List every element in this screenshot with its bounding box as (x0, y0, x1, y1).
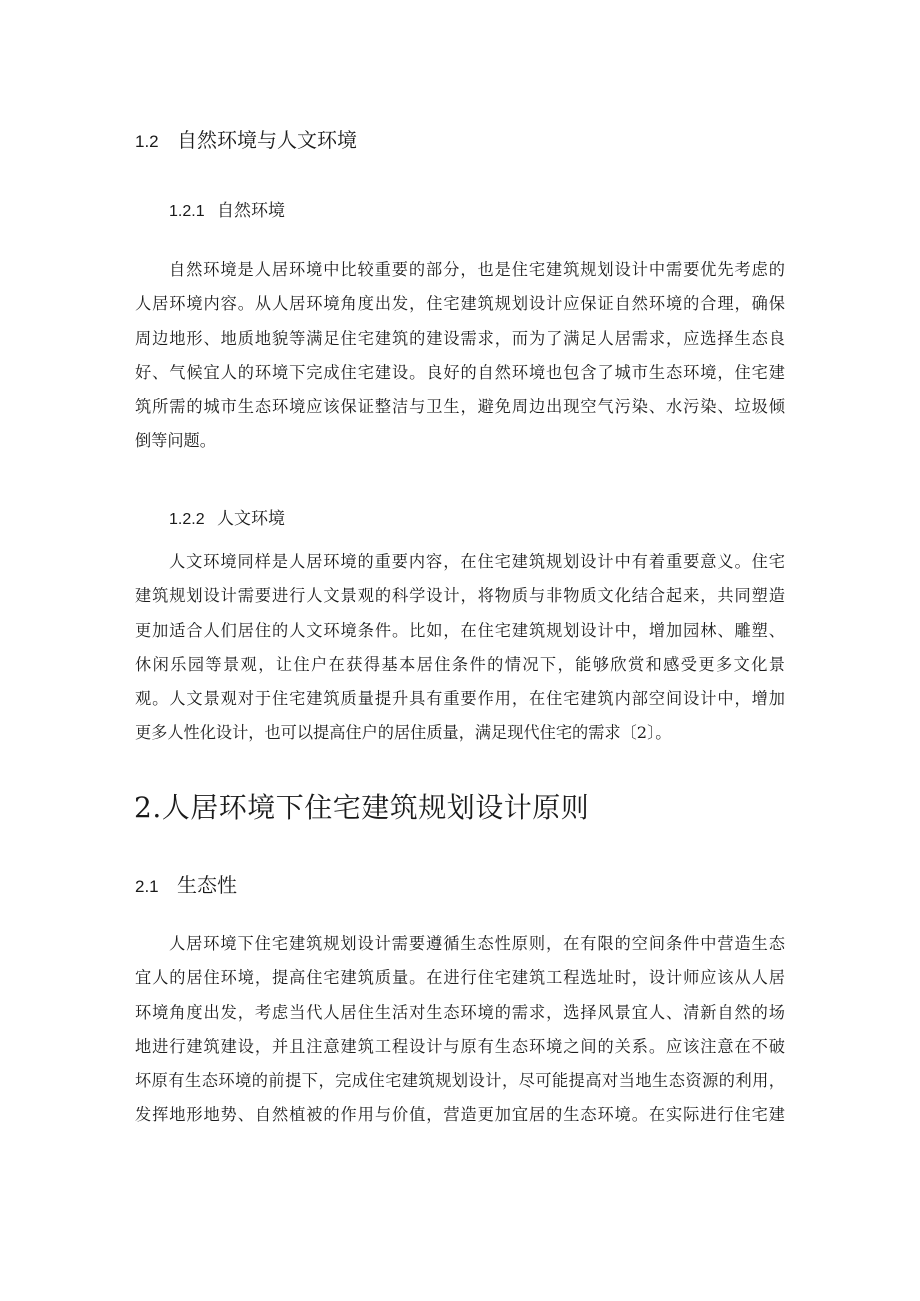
section-title: 生态性 (177, 873, 237, 897)
paragraph-line: 自然环境是人居环境中比较重要的部分，也是住宅建筑规划设计中需要优先考虑的 (169, 260, 785, 279)
paragraph-line: 环境角度出发，考虑当代人居住生活对生态环境的需求，选择风景宜人、清新自然的场 (135, 1002, 785, 1022)
paragraph-line: 休闲乐园等景观，让住户在获得基本居住条件的情况下，能够欣赏和感受更多文化景 (135, 654, 785, 674)
chapter-number: 2. (134, 791, 162, 824)
paragraph-cultural-environment (135, 545, 785, 751)
section-heading-1-2-2 (169, 504, 285, 529)
paragraph-line: 坏原有生态环境的前提下，完成住宅建筑规划设计，尽可能提高对当地生态资源的利用， (135, 1071, 785, 1091)
section-title: 自然环境 (217, 201, 285, 221)
section-heading-1-2 (135, 124, 357, 153)
paragraph-line: 更多人性化设计，也可以提高住户的居住质量，满足现代住宅的需求〔2〕。 (135, 723, 672, 743)
paragraph-line: 人文环境同样是人居环境的重要内容，在住宅建筑规划设计中有着重要意义。住宅 (169, 552, 785, 571)
paragraph-line: 人居环境下住宅建筑规划设计需要遵循生态性原则，在有限的空间条件中营造生态 (169, 934, 785, 953)
section-title: 人文环境 (217, 509, 285, 529)
paragraph-line: 建筑规划设计需要进行人文景观的科学设计，将物质与非物质文化结合起来，共同塑造 (135, 586, 785, 606)
paragraph-line: 更加适合人们居住的人文环境条件。比如，在住宅建筑规划设计中，增加园林、雕塑、 (135, 620, 785, 640)
section-number: 1.2 (135, 132, 159, 151)
paragraph-line: 地进行建筑建设，并且注意建筑工程设计与原有生态环境之间的关系。应该注意在不破 (135, 1036, 785, 1056)
paragraph-line: 倒等问题。 (135, 431, 216, 451)
section-title: 自然环境与人文环境 (177, 128, 357, 152)
paragraph-ecological (135, 927, 785, 1133)
paragraph-natural-environment (135, 253, 785, 459)
paragraph-line: 宜人的居住环境，提高住宅建筑质量。在进行住宅建筑工程选址时，设计师应该从人居 (135, 968, 785, 988)
section-number: 2.1 (135, 877, 159, 896)
paragraph-line: 发挥地形地势、自然植被的作用与价值，营造更加宜居的生态环境。在实际进行住宅建 (135, 1105, 785, 1125)
paragraph-line: 观。人文景观对于住宅建筑质量提升具有重要作用，在住宅建筑内部空间设计中，增加 (135, 689, 785, 709)
chapter-heading-2 (134, 786, 589, 826)
section-number: 1.2.2 (169, 511, 205, 528)
paragraph-line: 好、气候宜人的环境下完成住宅建设。良好的自然环境也包含了城市生态环境，住宅建 (135, 362, 785, 382)
paragraph-line: 筑所需的城市生态环境应该保证整洁与卫生，避免周边出现空气污染、水污染、垃圾倾 (135, 397, 785, 417)
paragraph-line: 人居环境内容。从人居环境角度出发，住宅建筑规划设计应保证自然环境的合理，确保 (135, 294, 785, 314)
section-heading-2-1 (135, 869, 237, 898)
paragraph-line: 周边地形、地质地貌等满足住宅建筑的建设需求，而为了满足人居需求，应选择生态良 (135, 328, 785, 348)
section-number: 1.2.1 (169, 203, 205, 220)
chapter-title: 人居环境下住宅建筑规划设计原则 (161, 791, 590, 824)
section-heading-1-2-1 (169, 196, 285, 221)
